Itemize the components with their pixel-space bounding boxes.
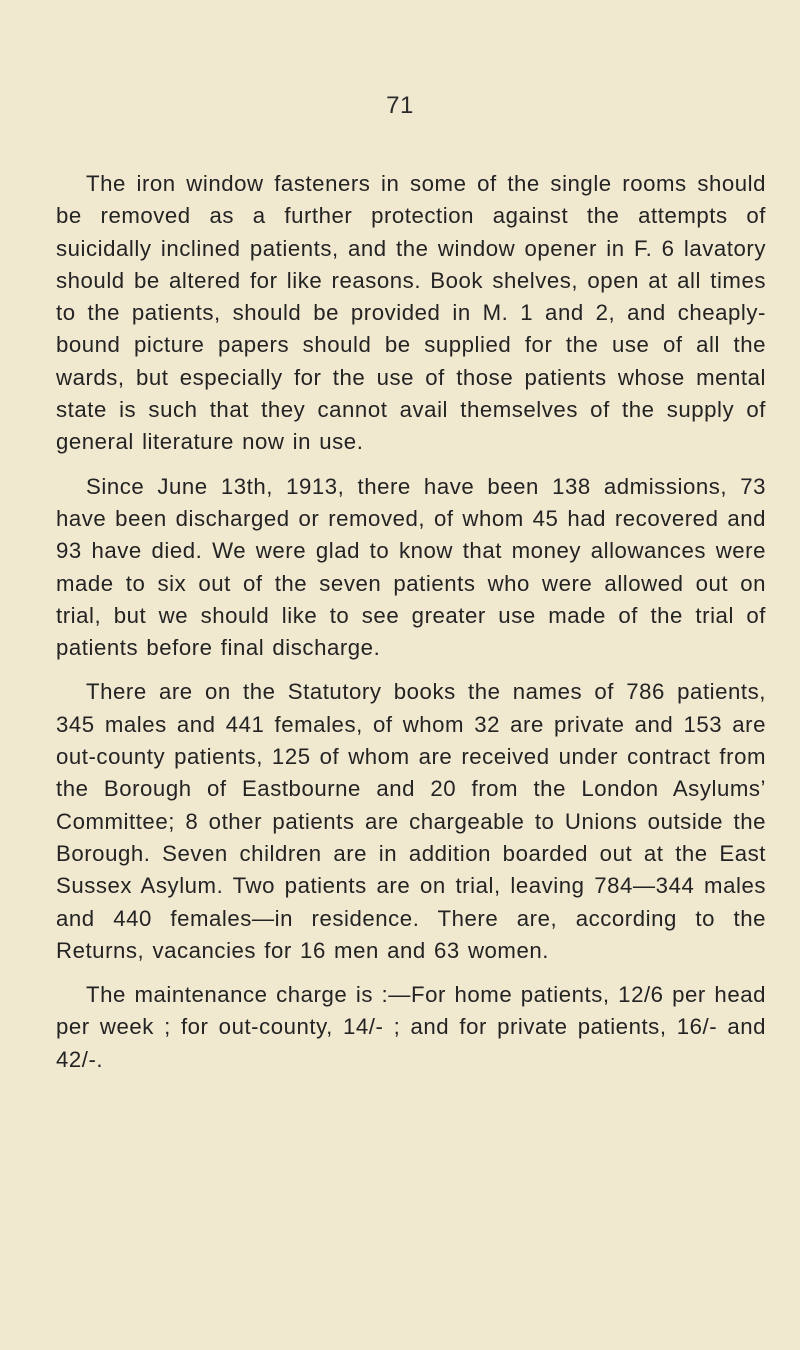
paragraph-statutory-books: There are on the Statutory books the names of 786 patients, 345 males and 441 females, of whom 32 are private and 153 are out-county patients, 125 of whom are received under contract from the Borough of Eastbourne and 20 from the London Asylums’ Committee; 8 other patients are chargeable to Unions outside the Borough. Seven children are in addition boarded out at the East Sussex Asylum. Two patients are on trial, leaving 784—344 males and 440 females—in residence. There are, according to the Returns, vacancies for 16 men and 63 women.: [56, 679, 766, 963]
body-text: [56, 168, 766, 1088]
paragraph-maintenance-charge: The maintenance charge is :—For home patients, 12/6 per head per week ; for out-county, 14/- ; and for private patients, 16/- and 42/-.: [56, 982, 766, 1072]
page-number: 71: [386, 92, 414, 119]
paragraph-admissions: Since June 13th, 1913, there have been 138 admissions, 73 have been discharged or removed, of whom 45 had recovered and 93 have died. We were glad to know that money allowances were made to six out of the seven patients who were allowed out on trial, but we should like to see greater use made of the trial of patients before final discharge.: [56, 473, 766, 661]
paragraph-window-fasteners: The iron window fasteners in some of the single rooms should be removed as a further protection against the attempts of suicidally inclined patients, and the window opener in F. 6 lavatory should be altered for like reasons. Book shelves, open at all times to the patients, should be provided in M. 1 and 2, and cheaply-bound picture papers should be supplied for the use of all the wards, but especially for the use of those patients whose mental state is such that they cannot avail themselves of the supply of general literature now in use.: [56, 171, 766, 455]
